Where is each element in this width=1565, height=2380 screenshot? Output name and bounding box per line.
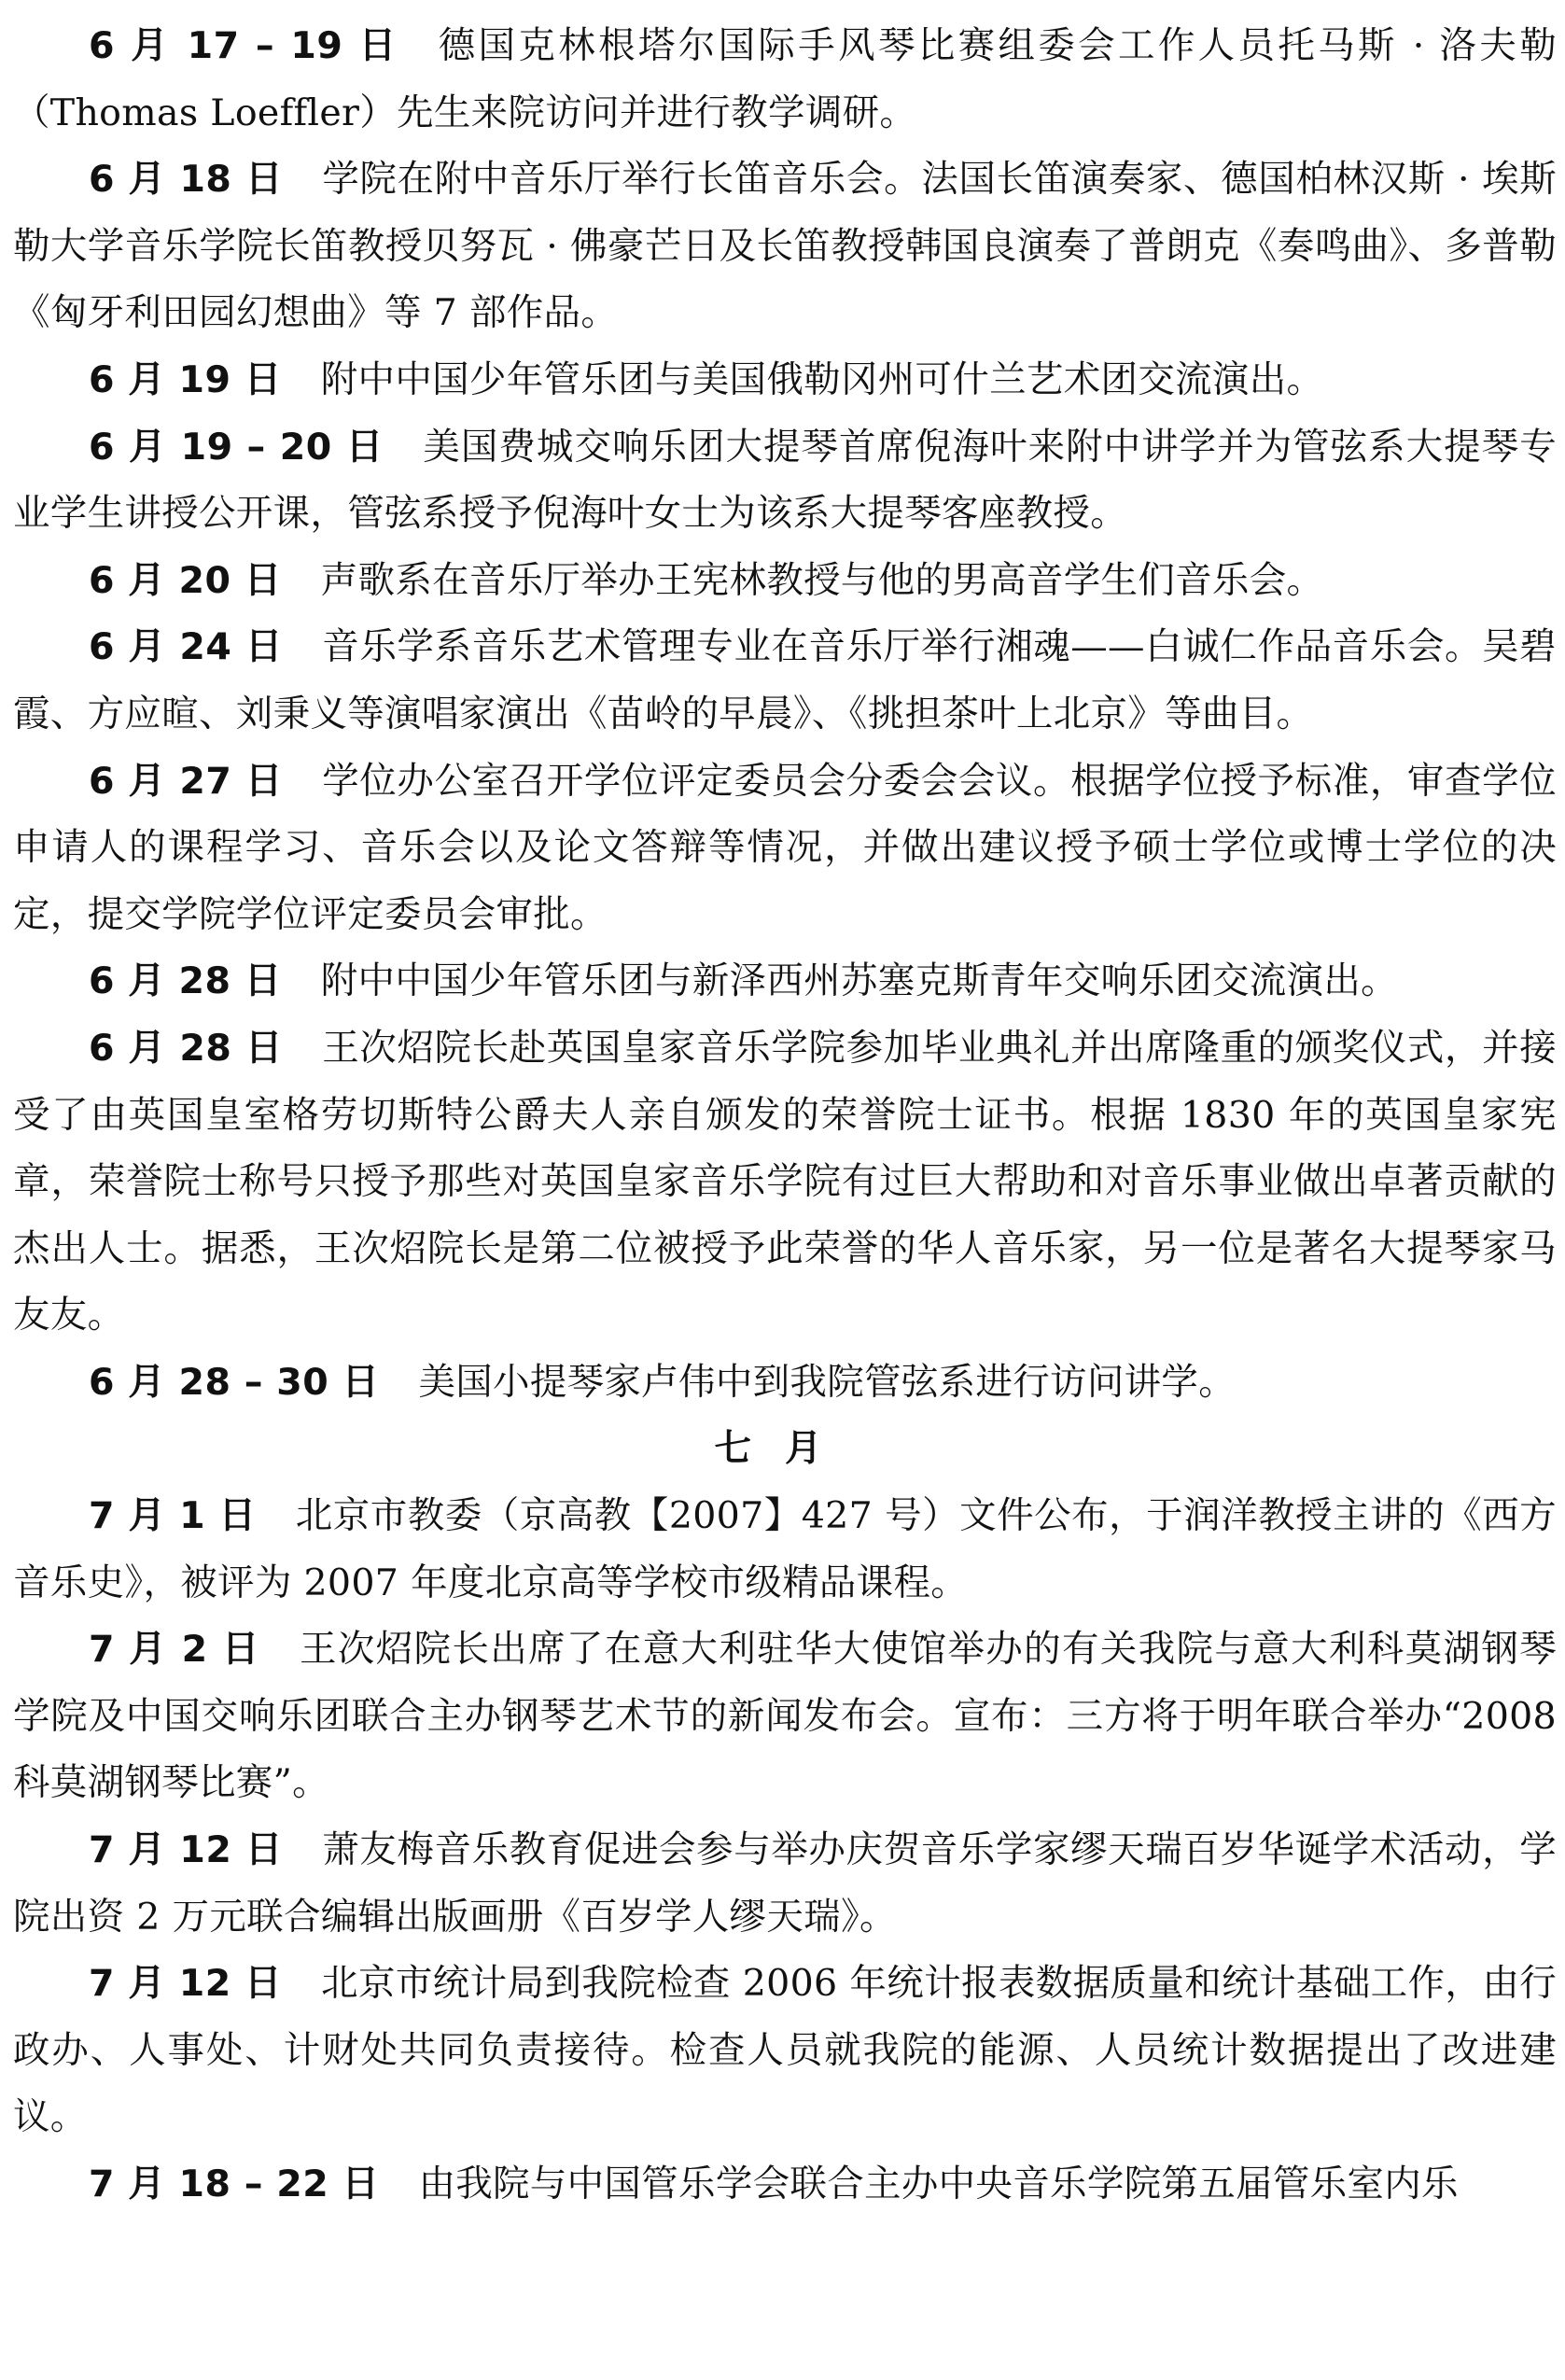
entry-date: 7 月 2 日: [89, 1628, 260, 1672]
entry-text: 萧友梅音乐教育促进会参与举办庆贺音乐学家缪天瑞百岁华诞学术活动，学院出资 2 万元联合编辑出版画册《百岁学人缪天瑞》。: [13, 1828, 1557, 1939]
entry-text: 美国费城交响乐团大提琴首席倪海叶来附中讲学并为管弦系大提琴专业学生讲授公开课，管弦系授予倪海叶女士为该系大提琴客座教授。: [13, 425, 1557, 536]
chronicle-entry: [13, 614, 1557, 748]
entry-date: 7 月 1 日: [89, 1494, 257, 1538]
section-heading-july: 七月: [714, 1427, 856, 1471]
entry-date: 6 月 28 日: [89, 1026, 284, 1070]
entry-text: 由我院与中国管乐学会联合主办中央音乐学院第五届管乐室内乐: [418, 2163, 1459, 2205]
entry-text: 附中中国少年管乐团与新泽西州苏塞克斯青年交响乐团交流演出。: [320, 959, 1398, 1003]
entry-text: 北京市统计局到我院检查 2006 年统计报表数据质量和统计基础工作，由行政办、人事处、计财处共同负责接待。检查人员就我院的能源、人员统计数据提出了改进建议。: [13, 1962, 1557, 2139]
entry-date: 7 月 12 日: [89, 1828, 284, 1872]
entry-text: 附中中国少年管乐团与美国俄勒冈州可什兰艺术团交流演出。: [320, 357, 1324, 401]
chronicle-entry: [13, 548, 1557, 615]
entry-date: 6 月 20 日: [89, 558, 282, 602]
chronicle-entry: [13, 2151, 1557, 2219]
chronicle-entry: [13, 1015, 1557, 1350]
chronicle-entry: [13, 1951, 1557, 2151]
chronicle-entry: [13, 749, 1557, 949]
entry-date: 6 月 17 – 19 日: [89, 24, 399, 67]
entry-text: 北京市教委（京高教【2007】427 号）文件公布，于润洋教授主讲的《西方音乐史》，被评为 2007 年度北京高等学校市级精品课程。: [13, 1494, 1557, 1604]
entry-date: 6 月 19 日: [89, 357, 282, 401]
entry-date: 6 月 27 日: [89, 759, 284, 803]
chronicle-entry: [13, 347, 1557, 414]
entry-text: 学院在附中音乐厅举行长笛音乐会。法国长笛演奏家、德国柏林汉斯 · 埃斯勒大学音乐学院长笛教授贝努瓦 · 佛豪芒日及长笛教授韩国良演奏了普朗克《奏鸣曲》、多普勒《匈牙利田园幻想曲》等 7 部作品。: [13, 158, 1557, 335]
entry-date: 7 月 18 – 22 日: [89, 2163, 380, 2205]
june-entries: [13, 13, 1557, 1416]
entry-date: 6 月 24 日: [89, 625, 284, 669]
chronicle-page: [13, 13, 1557, 2219]
entry-date: 6 月 18 日: [89, 158, 284, 202]
entry-date: 7 月 12 日: [89, 1962, 283, 2006]
entry-text: 声歌系在音乐厅举办王宪林教授与他的男高音学生们音乐会。: [320, 558, 1324, 602]
chronicle-entry: [13, 147, 1557, 347]
chronicle-entry: [13, 1817, 1557, 1951]
entry-date: 6 月 28 日: [89, 959, 282, 1003]
july-entries: [13, 1483, 1557, 2219]
chronicle-entry: [13, 1483, 1557, 1617]
entry-date: 6 月 28 – 30 日: [89, 1360, 380, 1404]
entry-date: 6 月 19 – 20 日: [89, 425, 384, 469]
entry-text: 王次炤院长赴英国皇家音乐学院参加毕业典礼并出席隆重的颁奖仪式，并接受了由英国皇室格劳切斯特公爵夫人亲自颁发的荣誉院士证书。根据 1830 年的英国皇家宪章，荣誉院士称号只授予那些对英国皇家音乐学院有过巨大帮助和对音乐事业做出卓著贡献的杰出人士。据悉，王次炤院长是第二位被授予此荣誉的华人音乐家，另一位是著名大提琴家马友友。: [13, 1026, 1557, 1337]
chronicle-entry: [13, 1350, 1557, 1417]
entry-text: 美国小提琴家卢伟中到我院管弦系进行访问讲学。: [418, 1360, 1237, 1404]
entry-text: 音乐学系音乐艺术管理专业在音乐厅举行湘魂——白诚仁作品音乐会。吴碧霞、方应暄、刘秉义等演唱家演出《苗岭的早晨》、《挑担茶叶上北京》等曲目。: [13, 625, 1557, 735]
entry-text: 学位办公室召开学位评定委员会分委会会议。根据学位授予标准，审查学位申请人的课程学习、音乐会以及论文答辩等情况，并做出建议授予硕士学位或博士学位的决定，提交学院学位评定委员会审批。: [13, 759, 1557, 936]
entry-text: 德国克林根塔尔国际手风琴比赛组委会工作人员托马斯 · 洛夫勒（Thomas Loeffler）先生来院访问并进行教学调研。: [13, 24, 1557, 134]
entry-text: 王次炤院长出席了在意大利驻华大使馆举办的有关我院与意大利科莫湖钢琴学院及中国交响乐团联合主办钢琴艺术节的新闻发布会。宣布：三方将于明年联合举办“2008 科莫湖钢琴比赛”。: [13, 1628, 1557, 1805]
chronicle-entry: [13, 948, 1557, 1015]
chronicle-entry: [13, 414, 1557, 548]
chronicle-entry: [13, 13, 1557, 147]
chronicle-entry: [13, 1617, 1557, 1817]
